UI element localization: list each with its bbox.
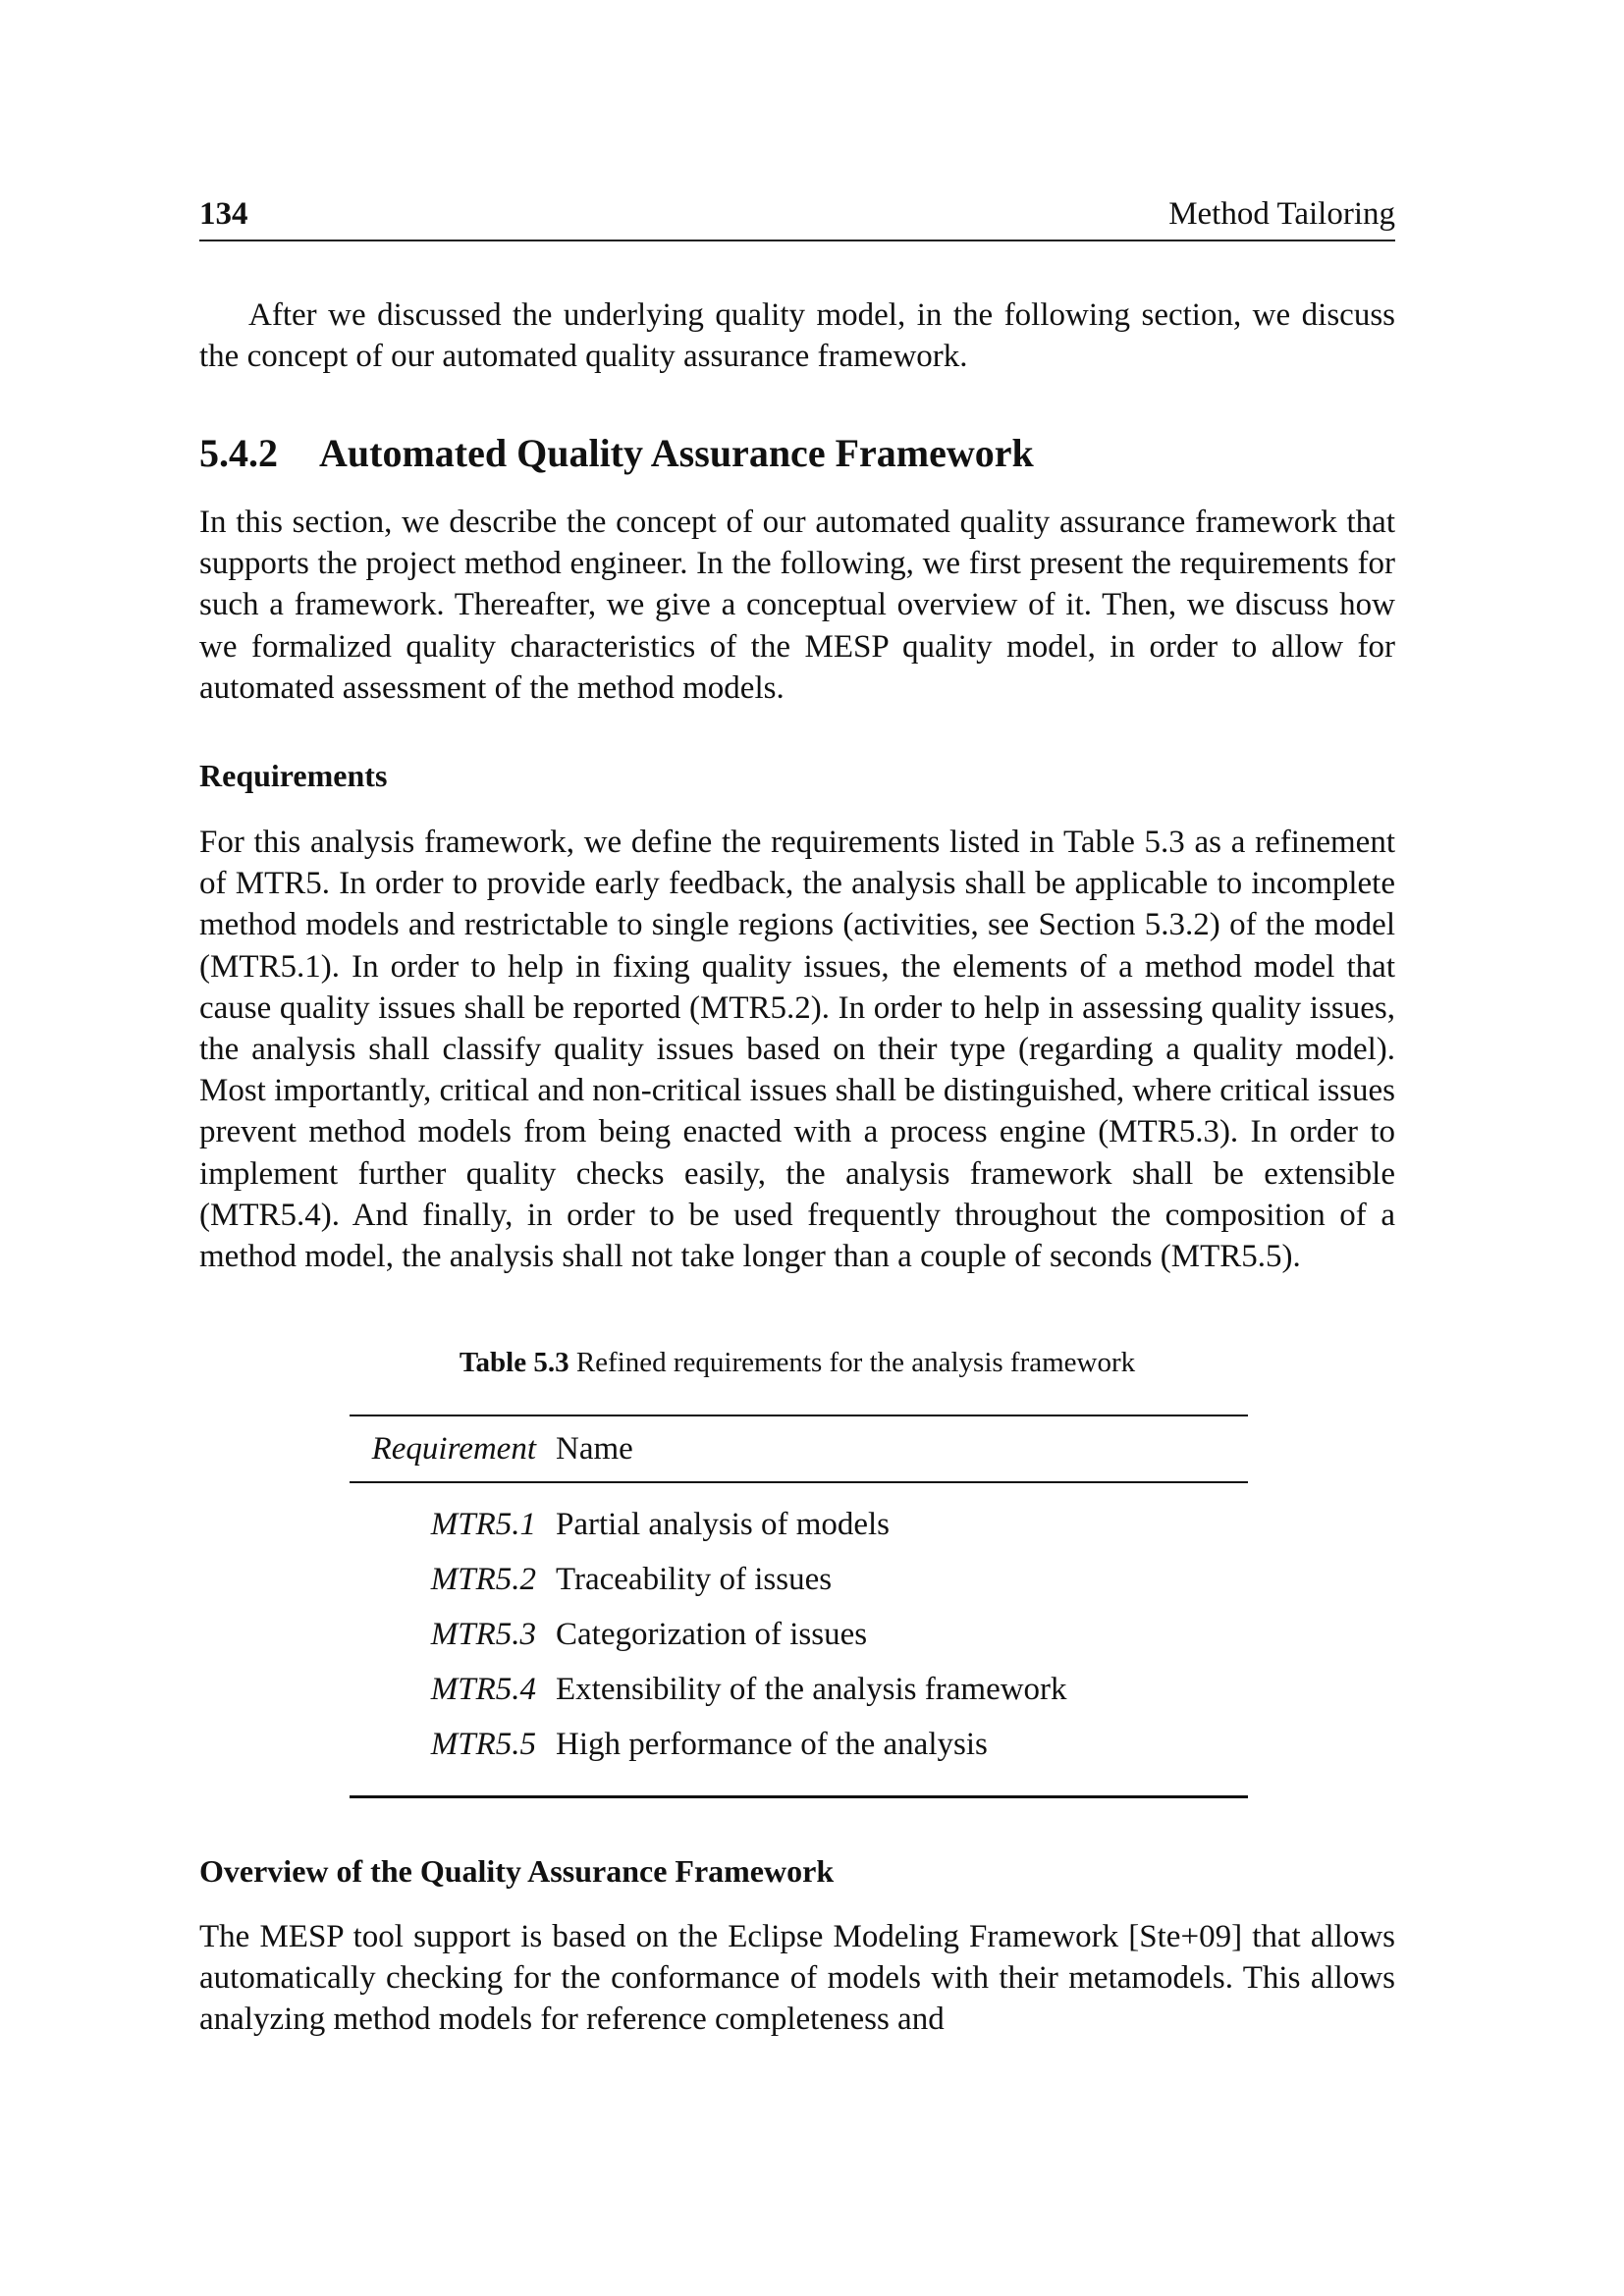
- section-paragraph: In this section, we describe the concept of our automated quality assurance framework that supports the project method engineer. In the following, we first present the requirements for such a framework. Thereafter, we give a conceptual overview of it. Then, we discuss how we formalized quality characteristics of the MESP quality model, in order to allow for automated assessment of the method models.: [199, 505, 1395, 706]
- section-title: Automated Quality Assurance Framework: [319, 431, 1034, 475]
- running-header: [199, 196, 1395, 241]
- table-row: [350, 1552, 1248, 1607]
- intro-paragraph: After we discussed the underlying quality model, in the following section, we discuss the concept of our automated quality assurance framework.: [199, 297, 1395, 375]
- requirements-table: [350, 1415, 1248, 1798]
- requirement-name: Extensibility of the analysis framework: [556, 1671, 1067, 1707]
- table-caption-text: Refined requirements for the analysis framework: [575, 1347, 1136, 1378]
- requirement-id: MTR5.5: [350, 1717, 556, 1797]
- requirement-name: Traceability of issues: [556, 1561, 833, 1597]
- page-number: 134: [199, 196, 248, 232]
- requirements-heading: Requirements: [199, 758, 388, 793]
- requirement-name: Categorization of issues: [556, 1616, 868, 1652]
- table-caption: [199, 1347, 1395, 1379]
- table-row: [350, 1717, 1248, 1797]
- requirement-name: Partial analysis of models: [556, 1506, 891, 1542]
- requirement-id: MTR5.1: [430, 1506, 536, 1542]
- section-heading: [199, 430, 1034, 476]
- overview-paragraph: The MESP tool support is based on the Eclipse Modeling Framework [Ste+09] that allows automatically checking for the conformance of models with their metamodels. This allows analyzing method models for reference completeness and: [199, 1919, 1395, 2038]
- table-row: [350, 1662, 1248, 1717]
- running-title: Method Tailoring: [1168, 196, 1395, 232]
- table-header-row: [350, 1415, 1248, 1482]
- table-row: [350, 1607, 1248, 1662]
- requirement-name: High performance of the analysis: [556, 1717, 1248, 1797]
- overview-heading: Overview of the Quality Assurance Framework: [199, 1853, 835, 1889]
- requirements-paragraph: For this analysis framework, we define the requirements listed in Table 5.3 as a refinement of MTR5. In order to provide early feedback, the analysis shall be applicable to incomplete method models and restrictable to single regions (activities, see Section 5.3.2) of the model (MTR5.1). In order to help in fixing quality issues, the elements of a method model that cause quality issues shall be reported (MTR5.2). In order to help in assessing quality issues, the analysis shall classify quality issues based on their type (regarding a quality model). Most importantly, critical and non-critical issues shall be distinguished, where critical issues prevent method models from being enacted with a process engine (MTR5.3). In order to implement further quality checks easily, the analysis framework shall be extensible (MTR5.4). And finally, in order to be used frequently throughout the composition of a method model, the analysis shall not take longer than a couple of seconds (MTR5.5).: [199, 825, 1395, 1275]
- table-caption-label: Table 5.3: [459, 1347, 569, 1378]
- column-header-requirement: Requirement: [371, 1430, 536, 1467]
- requirement-id: MTR5.3: [430, 1616, 536, 1652]
- requirement-id: MTR5.2: [430, 1561, 536, 1597]
- table-row: [350, 1482, 1248, 1552]
- section-number: 5.4.2: [199, 431, 278, 475]
- column-header-name: Name: [556, 1430, 633, 1467]
- requirement-id: MTR5.4: [430, 1671, 536, 1707]
